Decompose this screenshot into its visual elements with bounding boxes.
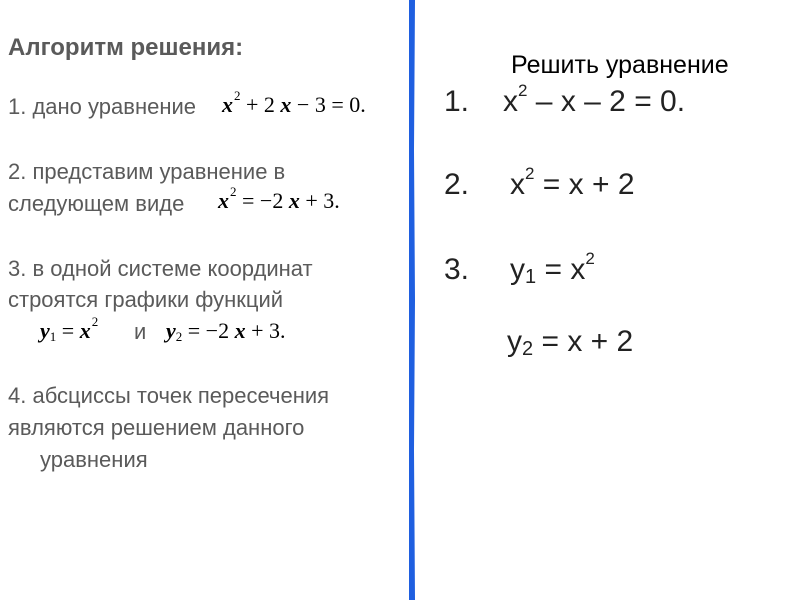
step4-line1: 4. абсциссы точек пересечения xyxy=(8,383,330,408)
step4-line3: уравнения xyxy=(40,447,148,472)
item1-equation: $x^2 - x - 2 = 0$. xyxy=(503,81,686,118)
item4-equation: $y_2 = x + 2$ xyxy=(507,325,634,360)
vertical-divider xyxy=(409,0,415,600)
solve-title: Решить уравнение xyxy=(511,51,729,79)
item3-equation: $y_1 = x^2$ xyxy=(510,249,595,288)
item2-number: 2. xyxy=(444,168,470,201)
step3-line1: 3. в одной системе координат xyxy=(8,256,313,281)
step4-line2: являются решением данного xyxy=(8,415,305,440)
step3-function-y1: $y_1 = x^2$ xyxy=(40,314,99,344)
step1-text: 1. дано уравнение xyxy=(8,94,196,119)
step3-function-y2: $y_2 = -2$ x + 3. xyxy=(166,318,286,344)
step1-equation: $x^2 + 2$ x − 3 = 0. xyxy=(222,88,366,117)
item2-equation: $x^2 = x + 2$ xyxy=(510,164,635,201)
step2-line2: следующем виде xyxy=(8,191,185,216)
step3-line2: строятся графики функций xyxy=(8,287,284,312)
item3-number: 3. xyxy=(444,253,470,286)
item1-number: 1. xyxy=(444,85,470,118)
step3-and: и xyxy=(134,319,147,344)
step2-equation: $x^2 = -2$ x + 3. xyxy=(218,184,340,213)
algorithm-title: Алгоритм решения: xyxy=(8,34,244,61)
step2-line1: 2. представим уравнение в xyxy=(8,159,286,184)
